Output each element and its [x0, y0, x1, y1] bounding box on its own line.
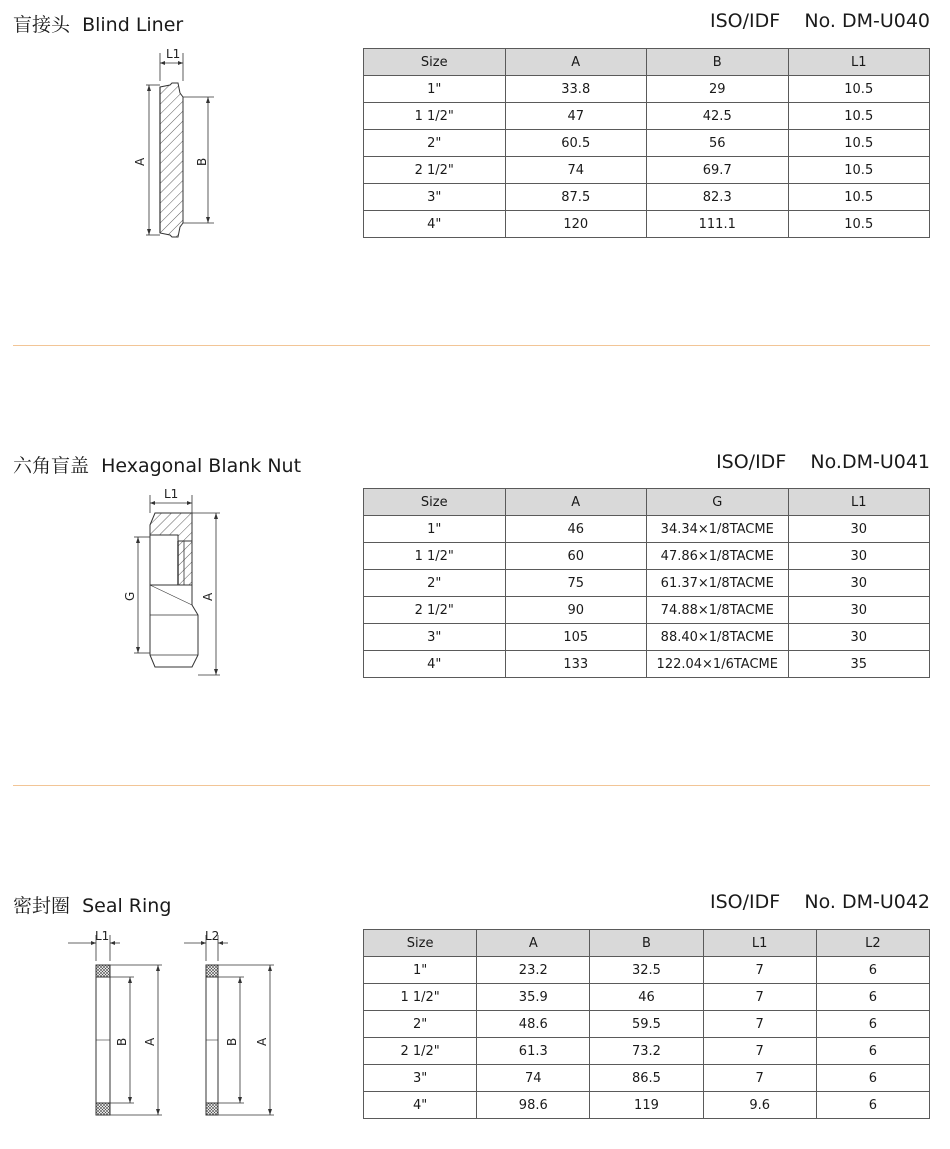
product-code: ISO/IDF No. DM-U042: [710, 891, 930, 913]
table-cell: 74: [505, 157, 647, 184]
section-title: 盲接头 Blind Liner: [13, 14, 184, 36]
spec-table: [363, 929, 930, 1119]
table-row: [364, 597, 930, 624]
col-header: L1: [788, 489, 930, 516]
table-cell: 7: [703, 1065, 816, 1092]
table-cell: 46: [590, 984, 703, 1011]
hex-nut-drawing: [120, 485, 230, 685]
col-header: A: [505, 49, 647, 76]
spec-table: [363, 48, 930, 238]
table-cell: 2": [364, 1011, 477, 1038]
section-divider: [13, 785, 930, 786]
product-code: ISO/IDF No. DM-U040: [710, 10, 930, 32]
blind-liner-drawing: [120, 45, 230, 245]
table-cell: 88.40×1/8TACME: [647, 624, 789, 651]
table-cell: 120: [505, 211, 647, 238]
section-hexagonal-blank-nut: [0, 440, 950, 785]
dim-l1-label: L1: [95, 929, 110, 943]
col-header: Size: [364, 930, 477, 957]
table-row: [364, 184, 930, 211]
section-divider: [13, 345, 930, 346]
seal-ring-drawing-1: [68, 925, 168, 1125]
table-cell: 10.5: [788, 130, 930, 157]
table-cell: 7: [703, 1011, 816, 1038]
table-cell: 33.8: [505, 76, 647, 103]
table-cell: 2 1/2": [364, 597, 506, 624]
table-row: [364, 130, 930, 157]
table-cell: 133: [505, 651, 647, 678]
table-cell: 3": [364, 184, 506, 211]
table-row: [364, 1065, 930, 1092]
table-cell: 30: [788, 570, 930, 597]
table-cell: 47.86×1/8TACME: [647, 543, 789, 570]
table-cell: 10.5: [788, 103, 930, 130]
table-cell: 4": [364, 1092, 477, 1119]
table-cell: 111.1: [647, 211, 789, 238]
dim-a-label: A: [255, 1037, 269, 1046]
col-header: L1: [788, 49, 930, 76]
table-cell: 75: [505, 570, 647, 597]
table-row: [364, 957, 930, 984]
product-code: ISO/IDF No.DM-U041: [716, 451, 930, 473]
table-row: [364, 570, 930, 597]
col-header: Size: [364, 49, 506, 76]
table-row: [364, 984, 930, 1011]
table-cell: 3": [364, 624, 506, 651]
col-header: B: [647, 49, 789, 76]
table-cell: 30: [788, 624, 930, 651]
table-cell: 60.5: [505, 130, 647, 157]
table-cell: 59.5: [590, 1011, 703, 1038]
dim-a-label: A: [201, 592, 215, 601]
table-cell: 6: [816, 1065, 929, 1092]
col-header: B: [590, 930, 703, 957]
table-cell: 42.5: [647, 103, 789, 130]
spec-table: [363, 488, 930, 678]
table-cell: 10.5: [788, 157, 930, 184]
table-cell: 90: [505, 597, 647, 624]
table-cell: 1 1/2": [364, 543, 506, 570]
table-row: [364, 624, 930, 651]
table-cell: 47: [505, 103, 647, 130]
table-cell: 7: [703, 1038, 816, 1065]
table-cell: 30: [788, 516, 930, 543]
dim-b-label: B: [225, 1037, 239, 1046]
table-cell: 30: [788, 543, 930, 570]
table-cell: 1": [364, 957, 477, 984]
section-seal-ring: [0, 880, 950, 1149]
table-cell: 29: [647, 76, 789, 103]
table-cell: 7: [703, 957, 816, 984]
section-title: 六角盲盖 Hexagonal Blank Nut: [13, 455, 302, 477]
table-cell: 48.6: [477, 1011, 590, 1038]
col-header: A: [505, 489, 647, 516]
table-row: [364, 1038, 930, 1065]
col-header: L1: [703, 930, 816, 957]
table-cell: 9.6: [703, 1092, 816, 1119]
table-cell: 4": [364, 211, 506, 238]
table-cell: 74: [477, 1065, 590, 1092]
table-cell: 1": [364, 516, 506, 543]
dim-b-label: B: [195, 157, 209, 166]
table-cell: 82.3: [647, 184, 789, 211]
table-cell: 23.2: [477, 957, 590, 984]
table-cell: 10.5: [788, 184, 930, 211]
table-header-row: [364, 930, 930, 957]
section-title: 密封圈 Seal Ring: [13, 895, 172, 917]
table-cell: 105: [505, 624, 647, 651]
dim-l2-label: L2: [205, 929, 220, 943]
table-cell: 1 1/2": [364, 103, 506, 130]
table-cell: 74.88×1/8TACME: [647, 597, 789, 624]
table-cell: 30: [788, 597, 930, 624]
table-cell: 69.7: [647, 157, 789, 184]
table-cell: 46: [505, 516, 647, 543]
col-header: G: [647, 489, 789, 516]
col-header: Size: [364, 489, 506, 516]
table-row: [364, 1011, 930, 1038]
table-row: [364, 76, 930, 103]
table-cell: 86.5: [590, 1065, 703, 1092]
table-row: [364, 651, 930, 678]
table-cell: 2": [364, 570, 506, 597]
table-cell: 61.3: [477, 1038, 590, 1065]
table-cell: 6: [816, 957, 929, 984]
table-cell: 1": [364, 76, 506, 103]
table-row: [364, 103, 930, 130]
table-cell: 2": [364, 130, 506, 157]
table-cell: 35: [788, 651, 930, 678]
dim-l1-label: L1: [166, 47, 181, 61]
dim-b-label: B: [115, 1037, 129, 1046]
table-cell: 34.34×1/8TACME: [647, 516, 789, 543]
col-header: A: [477, 930, 590, 957]
table-cell: 1 1/2": [364, 984, 477, 1011]
table-cell: 3": [364, 1065, 477, 1092]
table-cell: 6: [816, 1038, 929, 1065]
dim-a-label: A: [143, 1037, 157, 1046]
table-header-row: [364, 49, 930, 76]
table-cell: 2 1/2": [364, 1038, 477, 1065]
table-row: [364, 1092, 930, 1119]
table-cell: 6: [816, 1092, 929, 1119]
section-blind-liner: [0, 0, 950, 345]
table-cell: 87.5: [505, 184, 647, 211]
table-row: [364, 543, 930, 570]
table-cell: 10.5: [788, 76, 930, 103]
table-cell: 35.9: [477, 984, 590, 1011]
table-header-row: [364, 489, 930, 516]
table-cell: 60: [505, 543, 647, 570]
table-cell: 2 1/2": [364, 157, 506, 184]
table-cell: 6: [816, 984, 929, 1011]
table-cell: 98.6: [477, 1092, 590, 1119]
table-row: [364, 211, 930, 238]
table-row: [364, 516, 930, 543]
col-header: L2: [816, 930, 929, 957]
dim-l1-label: L1: [164, 487, 179, 501]
table-cell: 32.5: [590, 957, 703, 984]
table-cell: 10.5: [788, 211, 930, 238]
table-cell: 73.2: [590, 1038, 703, 1065]
table-cell: 119: [590, 1092, 703, 1119]
table-cell: 61.37×1/8TACME: [647, 570, 789, 597]
table-cell: 7: [703, 984, 816, 1011]
table-cell: 4": [364, 651, 506, 678]
table-cell: 6: [816, 1011, 929, 1038]
dim-a-label: A: [133, 157, 147, 166]
table-row: [364, 157, 930, 184]
dim-g-label: G: [123, 591, 137, 601]
table-cell: 122.04×1/6TACME: [647, 651, 789, 678]
table-cell: 56: [647, 130, 789, 157]
seal-ring-drawing-2: [180, 925, 280, 1125]
